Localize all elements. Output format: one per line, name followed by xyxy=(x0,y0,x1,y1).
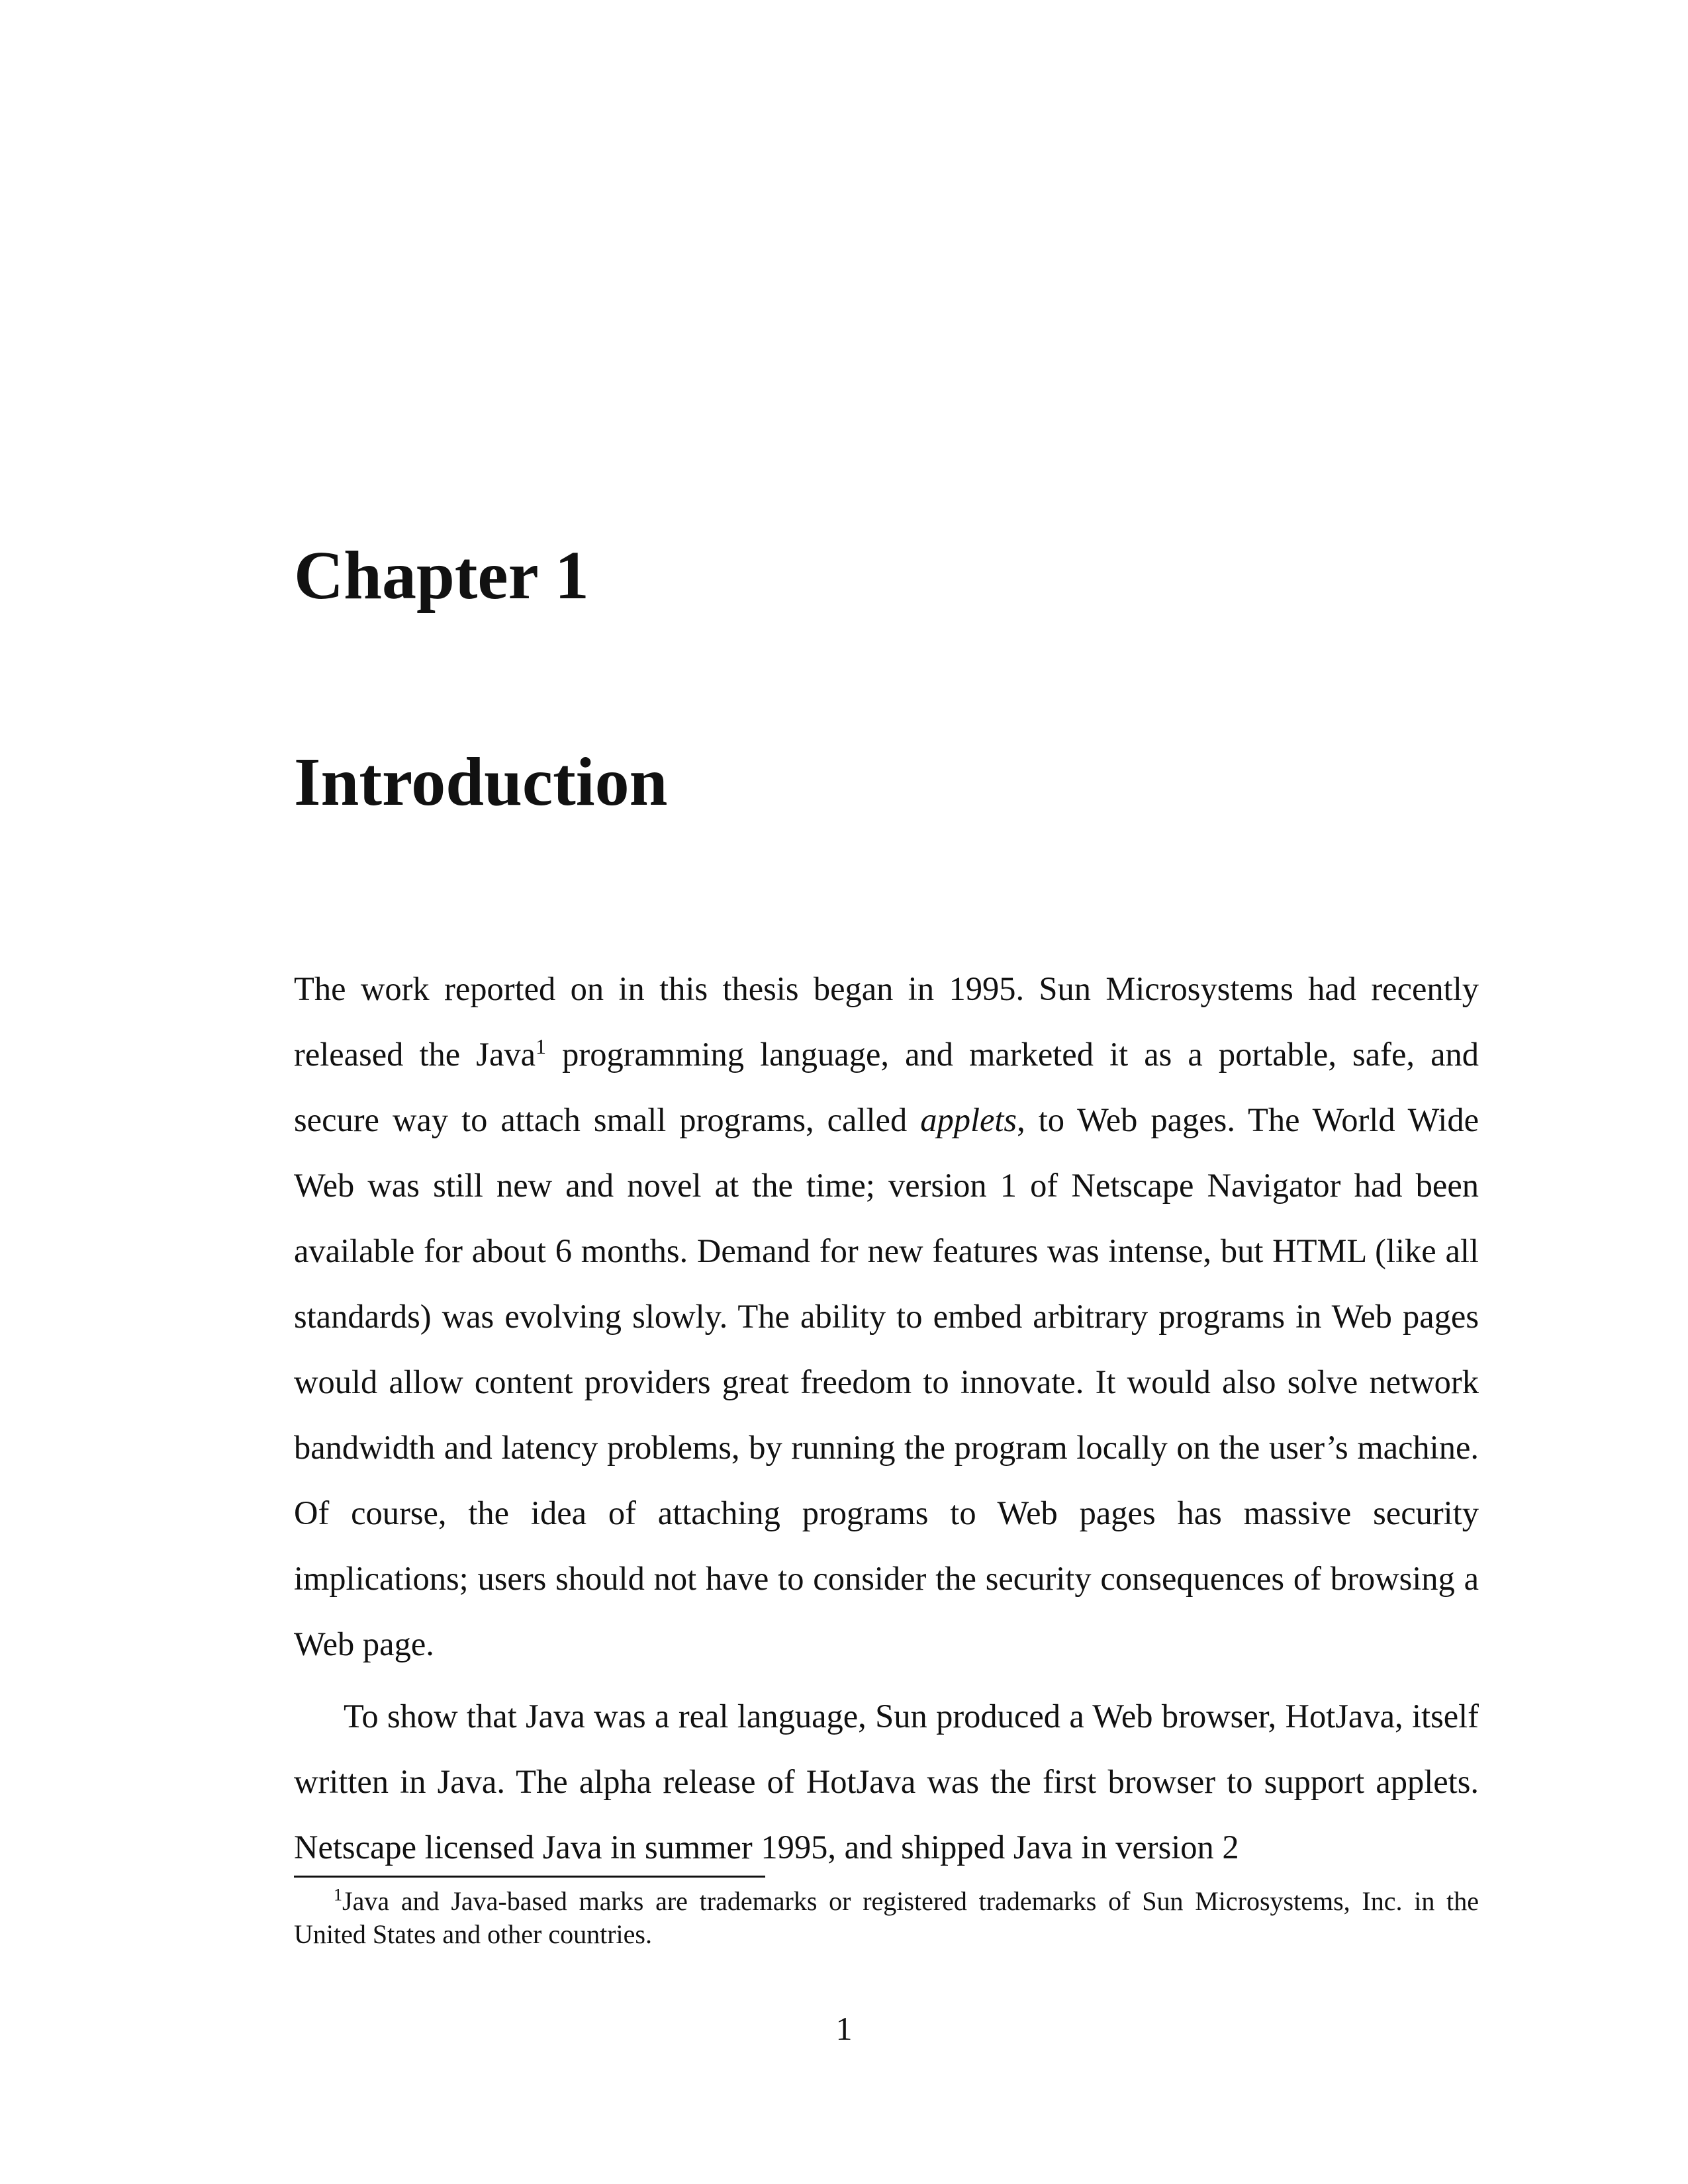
footnote-number: 1 xyxy=(334,1885,342,1905)
body-paragraph-1 xyxy=(294,956,1479,1677)
paragraph-text: To show that Java was a real language, Sun produced a Web browser, HotJava, itself written in Java. The alpha release of HotJava was the first browser to support applets. Netscape licensed Java in summer 1995, and shipped Java in version 2 xyxy=(294,1698,1479,1866)
page-number: 1 xyxy=(835,2010,853,2047)
paragraph-text-segment: The work reported on in this thesis began in 1995. Sun Microsystems had recently released the Java xyxy=(294,970,1479,1073)
footnote-text: Java and Java-based marks are trademarks or registered trademarks of Sun Microsystems, Inc. in the United States and other countries. xyxy=(294,1886,1479,1949)
paragraph-text-segment: programming language, and marketed it as a portable, safe, and secure way to attach small programs, called xyxy=(294,1036,1479,1138)
chapter-label: Chapter 1 xyxy=(294,537,589,614)
emphasized-term: applets xyxy=(920,1101,1017,1138)
footnote xyxy=(294,1885,1479,1951)
chapter-title: Introduction xyxy=(294,744,668,820)
body-paragraph-2 xyxy=(294,1684,1479,1880)
footnote-reference[interactable]: 1 xyxy=(536,1034,547,1059)
paragraph-text-segment: , to Web pages. The World Wide Web was still new and novel at the time; version 1 of Netscape Navigator had been available for about 6 months. Demand for new features was intense, but HTML (like all standards) was evolving slowly. The ability to embed arbitrary programs in Web pages would allow content providers great freedom to innovate. It would also solve network bandwidth and latency problems, by running the program locally on the user’s machine. Of course, the idea of attaching programs to Web pages has massive security implications; users should not have to consider the security consequences of browsing a Web page. xyxy=(294,1101,1479,1662)
footnote-divider xyxy=(294,1876,765,1878)
